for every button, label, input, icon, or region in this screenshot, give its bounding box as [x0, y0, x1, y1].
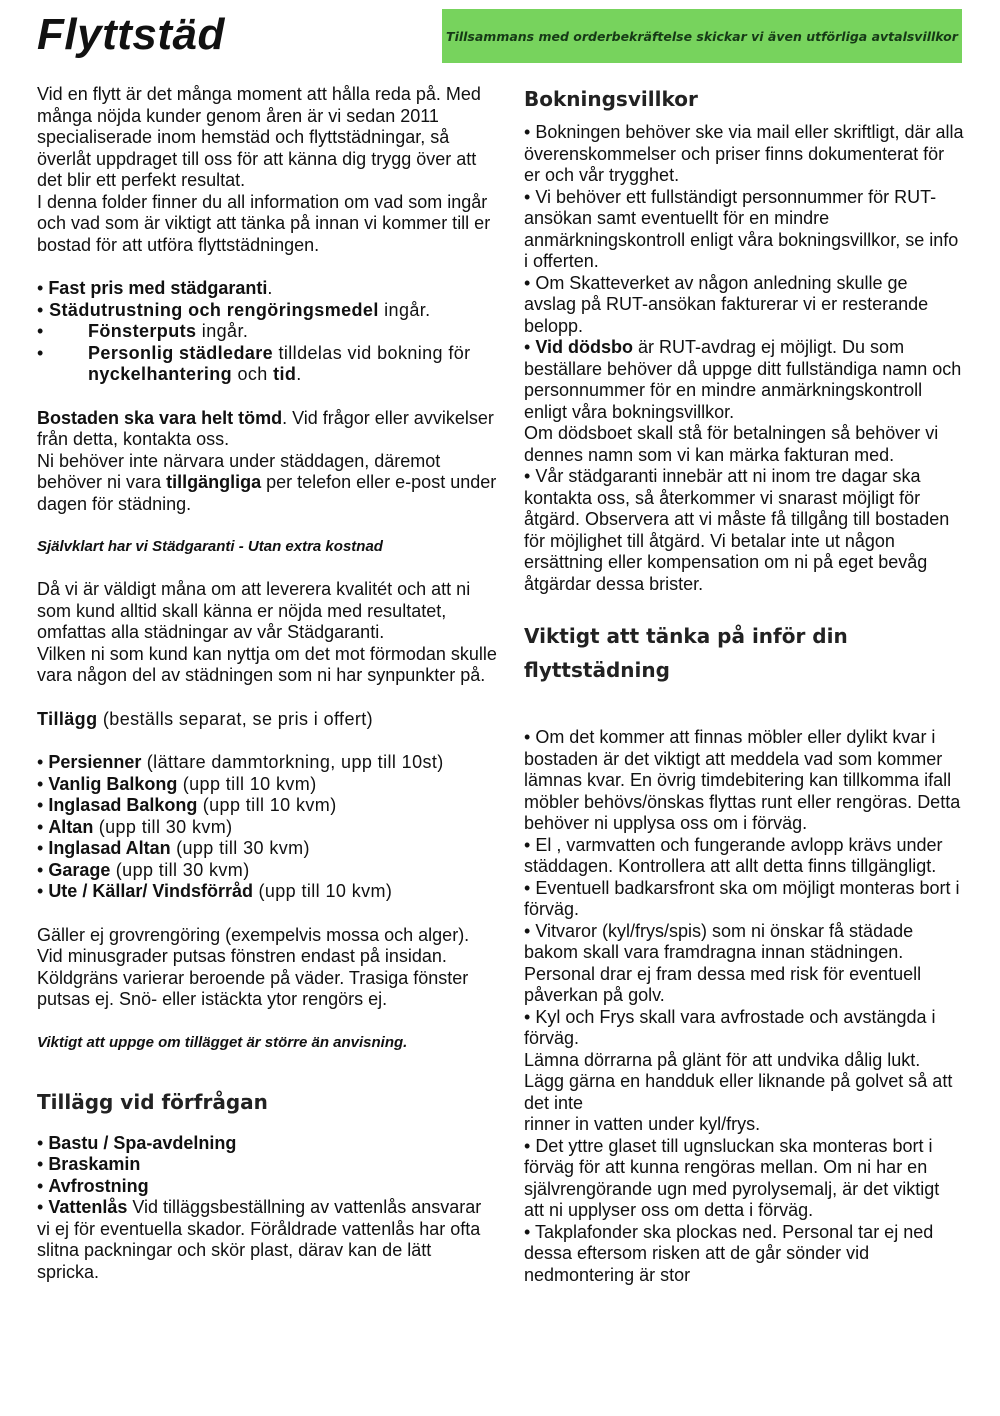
included-item: • Fast pris med städgaranti. [37, 278, 273, 298]
right-column [524, 84, 964, 1286]
intro-paragraph: Vid en flytt är det många moment att hålla reda på. Med många nöjda kunder genom åren är vi sedan 2011 specialiserade inom hemstäd och flyttstädningar, så överlåt uppdraget till oss för att känna dig trygg över att det blir ett perfekt resultat. [37, 84, 481, 190]
quality-paragraph-2: Vilken ni som kund kan nyttja om det mot förmodan skulle vara någon del av städningen som ni har synpunkter på. [37, 643, 497, 685]
included-item: • Personlig städledare tilldelas vid bokning för nyckelhantering och tid. [37, 342, 471, 384]
terms-banner [442, 9, 962, 63]
booking-item-continued: Om dödsboet skall stå för betalningen så behöver vi dennes namn som vi kan märka fakturan med. [524, 423, 939, 465]
booking-heading: Bokningsvillkor [524, 87, 698, 111]
preparation-line: Lämna dörrarna på glänt för att undvika dålig lukt. [524, 1049, 921, 1070]
request-item: • Braskamin [37, 1154, 141, 1174]
booking-item: • Vid dödsbo är RUT-avdrag ej möjligt. Du som beställare behöver då uppge ditt fullständiga namn och personnummer för en mindre anmärkningskontroll enligt våra bokningsvillkor. [524, 337, 962, 422]
included-item: • Städutrustning och rengöringsmedel ingår. [37, 299, 431, 320]
addon-item: • Inglasad Altan (upp till 30 kvm) [37, 838, 310, 858]
preparation-item: • Kyl och Frys skall vara avfrostade och avstängda i förväg. [524, 1006, 936, 1048]
intro-paragraph-2: I denna folder finner du all information om vad som ingår och vad som är viktigt att tänka på innan vi kommer till er bostad för att utföra flyttstädningen. [37, 191, 491, 255]
quality-paragraph: Då vi är väldigt måna om att leverera kvalitét och att ni som kund alltid skall känna er nöjda med resultatet, omfattas alla städningar av vår Städgaranti. [37, 579, 471, 642]
preparation-item: • Vitvaror (kyl/frys/spis) som ni önskar få städade bakom skall vara framdragna innan städningen. Personal drar ej fram dessa med risk för eventuell påverkan på golv. [524, 920, 922, 1005]
addon-item: • Persienner (lättare dammtorkning, upp till 10st) [37, 752, 444, 772]
request-item: • Vattenlås Vid tilläggsbeställning av vattenlås ansvarar vi ej för eventuella skador. Föråldrade vattenlås har ofta slitna packningar och skör plast, därav kan de lätt spricka. [37, 1197, 482, 1282]
left-column [37, 84, 497, 1283]
preparation-item: • Om det kommer att finnas möbler eller dylikt kvar i bostaden är det viktigt att meddela vad som kommer lämnas kvar. En övrig timdebitering kan tillkomma ifall möbler behövs/önskas flyttas runt eller rengöras. Detta behöver ni upplysa oss om i förväg. [524, 727, 961, 833]
included-item: • Fönsterputs ingår. [37, 321, 249, 341]
request-item: • Bastu / Spa-avdelning [37, 1132, 237, 1153]
addon-item: • Ute / Källar/ Vindsförråd (upp till 10 kvm) [37, 881, 393, 901]
addon-item: • Garage (upp till 30 kvm) [37, 859, 250, 880]
preparation-item: • Det yttre glaset till ugnsluckan ska monteras bort i förväg för att kunna rengöras mellan. Om ni har en självrengörande ugn med pyrolysemalj, är det viktigt att ni upplyser oss om detta i förväg. [524, 1135, 940, 1220]
booking-item: • Vår städgaranti innebär att ni inom tre dagar ska kontakta oss, så återkommer vi snarast möjligt för åtgärd. Observera att vi måste få tillgång till bostaden för möjlighet till åtgärd. Vi betalar inte ut någon ersättning eller kompensation om ni på eget bevåg åtgärdar dessa brister. [524, 466, 950, 594]
page-title: Flyttstäd [37, 10, 225, 59]
booking-item: • Vi behöver ett fullständigt personnummer för RUT-ansökan samt eventuellt för en mindre anmärkningskontroll enligt våra bokningsvillkor, se info i offerten. [524, 186, 959, 271]
guarantee-note: Självklart har vi Städgaranti - Utan extra kostnad [37, 538, 383, 555]
addon-item: • Vanlig Balkong (upp till 10 kvm) [37, 773, 317, 794]
booking-item: • Om Skatteverket av någon anledning skulle ge avslag på RUT-ansökan fakturerar vi er resterande belopp. [524, 272, 929, 336]
preparation-item: • Takplafonder ska plockas ned. Personal tar ej ned dessa eftersom risken att de går sönder vid nedmontering är stor [524, 1221, 934, 1285]
preparation-item: • Eventuell badkarsfront ska om möjligt monteras bort i förväg. [524, 877, 960, 919]
empty-home-paragraph: Bostaden ska vara helt tömd. Vid frågor eller avvikelser från detta, kontakta oss. [37, 407, 494, 449]
addon-item: • Altan (upp till 30 kvm) [37, 816, 233, 837]
preparation-heading: Viktigt att tänka på inför din flyttstädning [524, 624, 848, 682]
request-item: • Avfrostning [37, 1175, 149, 1196]
preparation-item: • El , varmvatten och fungerande avlopp krävs under städdagen. Kontrollera att allt detta finns tillgängligt. [524, 834, 943, 876]
banner-text: Tillsammans med orderbekräftelse skickar vi även utförliga avtalsvillkor [446, 28, 958, 44]
exclusions-paragraph: Gäller ej grovrengöring (exempelvis mossa och alger). Vid minusgrader putsas fönstren endast på insidan. Köldgräns varierar beroende på väder. Trasiga fönster putsas ej. Snö- eller istäckta ytor rengörs ej. [37, 924, 470, 1009]
preparation-line: rinner in vatten under kyl/frys. [524, 1114, 761, 1134]
preparation-line: Lägg gärna en handduk eller liknande på golvet så att det inte [524, 1071, 953, 1113]
addon-item: • Inglasad Balkong (upp till 10 kvm) [37, 795, 337, 815]
booking-item: • Bokningen behöver ske via mail eller skriftligt, där alla överenskommelser och priser finns dokumenterat för er och vår trygghet. [524, 122, 964, 185]
important-note: Viktigt att uppge om tillägget är större än anvisning. [37, 1033, 408, 1051]
addons-heading: Tillägg (beställs separat, se pris i offert) [37, 708, 374, 729]
request-heading: Tillägg vid förfrågan [37, 1089, 268, 1114]
presence-paragraph: Ni behöver inte närvara under städdagen, däremot behöver ni vara tillgängliga per telefon eller e-post under dagen för städning. [37, 450, 497, 514]
